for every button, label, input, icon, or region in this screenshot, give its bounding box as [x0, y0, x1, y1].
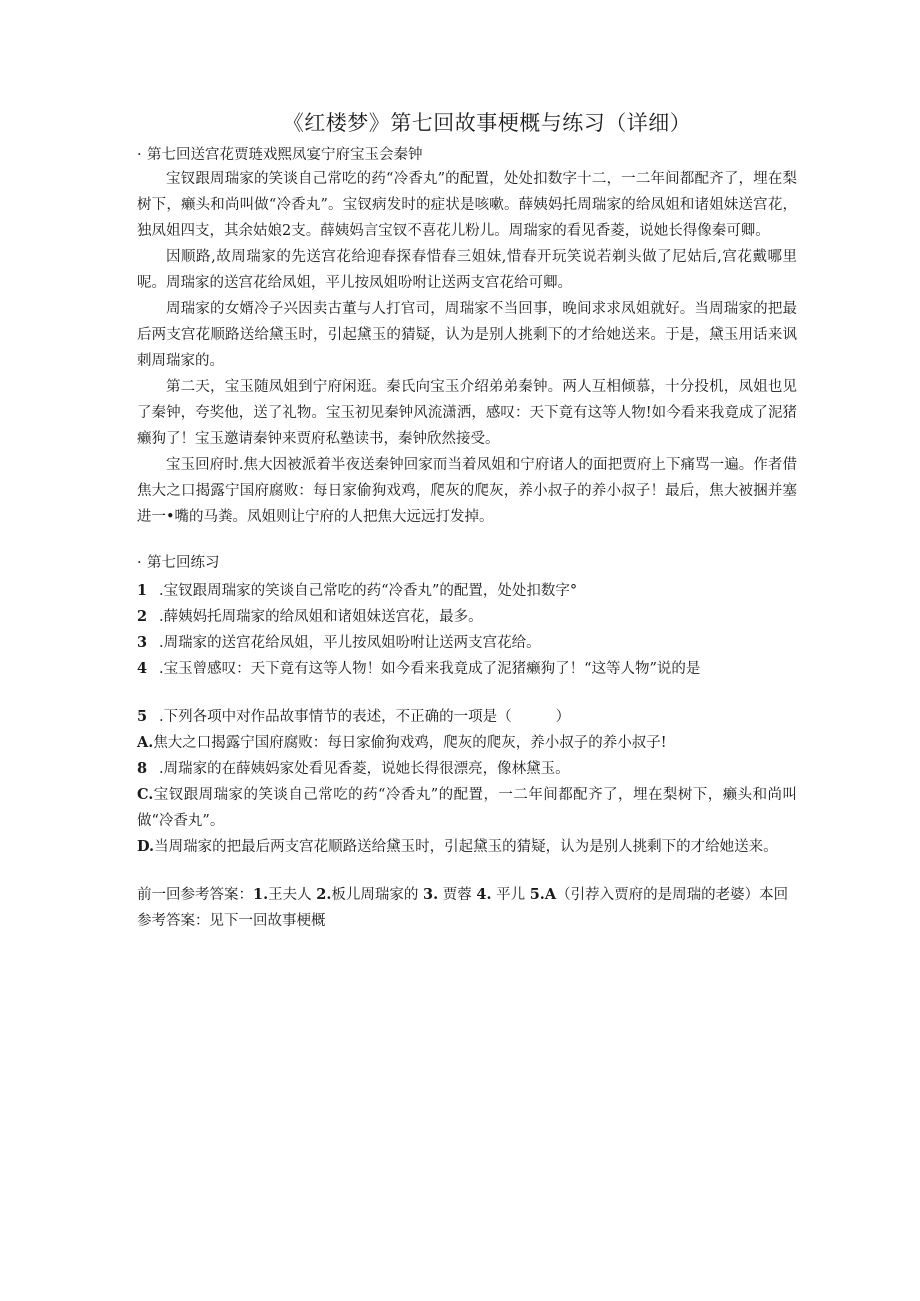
summary-paragraph: 因顺路,故周瑞家的先送宫花给迎春探春惜春三姐妹,惜春开玩笑说若剃头做了尼姑后,宫花戴哪里呢。周瑞家的送宫花给凤姐，平儿按凤姐吩咐让送两支宫花给可卿。: [137, 249, 797, 291]
summary-heading: [137, 144, 797, 166]
answer-text: 板儿周瑞家的: [331, 887, 419, 903]
question-number: 5: [137, 708, 148, 725]
option-text: .周瑞家的在薛姨妈家处看见香菱，说她长得很漂亮，像林黛玉。: [159, 761, 570, 777]
question-text: .周瑞家的送宫花给凤姐，平儿按凤姐吩咐让送两支宫花给。: [159, 635, 541, 651]
question-1: [137, 578, 797, 604]
document-page: [137, 108, 797, 934]
summary-paragraph: 周瑞家的女婿冷子兴因卖古董与人打官司，周瑞家不当回事，晚间求求凤姐就好。当周瑞家的把最后两支宫花顺路送给黛玉时，引起黛玉的猜疑，认为是别人挑剩下的才给她送来。于是，黛玉用话来讽刺周瑞家的。: [137, 301, 797, 369]
question-3: [137, 630, 797, 656]
question-stem: .下列各项中对作品故事情节的表述，不正确的一项是（: [159, 709, 512, 725]
option-label: 8: [137, 760, 148, 777]
question-4: [137, 656, 797, 682]
option-text: 宝钗跟周瑞家的笑谈自己常吃的药“冷香丸”的配置，一二年间都配齐了，埋在梨树下，癞头和尚叫做“冷香丸”。: [137, 787, 797, 829]
question-number: 1: [137, 582, 148, 599]
option-d: [137, 834, 797, 860]
spacer: [137, 860, 797, 882]
answer-number: 4.: [476, 886, 492, 903]
option-label: C.: [137, 786, 154, 803]
question-2: [137, 604, 797, 630]
answer-number: 3.: [423, 886, 439, 903]
question-5: [137, 704, 797, 730]
summary-paragraph: 第二天，宝玉随凤姐到宁府闲逛。秦氏向宝玉介绍弟弟秦钟。两人互相倾慕，十分投机，凤姐也见了秦钟，夸奖他，送了礼物。宝玉初见秦钟风流潇洒，感叹：天下竟有这等人物!如今看来我竟成了泥猪癞狗了！宝玉邀请秦钟来贾府私塾读书，秦钟欣然接受。: [137, 379, 797, 447]
option-text: 当周瑞家的把最后两支宫花顺路送给黛玉时，引起黛玉的猜疑，认为是别人挑剩下的才给她送来。: [154, 839, 778, 855]
option-label: D.: [137, 838, 155, 855]
option-c: [137, 782, 797, 834]
option-b: [137, 756, 797, 782]
question-number: 3: [137, 634, 148, 651]
answer-number: 1.: [253, 886, 269, 903]
bullet: ·: [137, 555, 142, 571]
option-label: A.: [137, 734, 154, 751]
summary-paragraph: 宝玉回府时.焦大因被派着半夜送秦钟回家而当着凤姐和宁府诸人的面把贾府上下痛骂一遍。作者借焦大之口揭露宁国府腐败：每日家偷狗戏鸡，爬灰的爬灰，养小叔子的养小叔子！最后，焦大被捆并塞进一•嘴的马粪。凤姐则让宁府的人把焦大远远打发掉。: [137, 457, 797, 525]
question-number: 2: [137, 608, 148, 625]
option-a: [137, 730, 797, 756]
answer-number: 5.A: [529, 886, 557, 903]
document-title: 《红楼梦》第七回故事梗概与练习（详细）: [282, 111, 692, 135]
question-text: .薛姨妈托周瑞家的给凤姐和诸姐妹送宫花，最多。: [159, 609, 483, 625]
question-number: 4: [137, 660, 148, 677]
summary-paragraph: 宝钗跟周瑞家的笑谈自己常吃的药“冷香丸”的配置，处处扣数字十二，一二年间都配齐了，埋在梨树下，癞头和尚叫做“冷香丸”。宝钗病发时的症状是咳嗽。薛姨妈托周瑞家的给凤姐和诸姐妹送宫花，独凤姐四支，其余姑娘2支。薛姨妈言宝钗不喜花儿粉儿。周瑞家的看见香菱，说她长得像秦可卿。: [137, 171, 797, 239]
question-text: .宝玉曾感叹：天下竟有这等人物！如今看来我竟成了泥猪癞狗了！“这等人物”说的是: [159, 661, 701, 677]
exercise-heading: [137, 552, 797, 574]
exercise-heading-text: 第七回练习: [147, 555, 220, 571]
question-text: .宝钗跟周瑞家的笑谈自己常吃的药“冷香丸”的配置，处处扣数字°: [159, 583, 578, 599]
reference-answers: [137, 882, 797, 934]
summary-heading-text: 第七回送宫花贾琏戏熙凤宴宁府宝玉会秦钟: [147, 147, 423, 163]
answer-text: 贾蓉: [442, 887, 472, 903]
answer-number: 2.: [316, 886, 332, 903]
spacer: [137, 682, 797, 704]
answer-text: 王夫人: [268, 887, 312, 903]
question-stem-end: ）: [555, 709, 571, 725]
option-text: 焦大之口揭露宁国府腐败：每日家偷狗戏鸡，爬灰的爬灰，养小叔子的养小叔子!: [153, 735, 667, 751]
bullet: ·: [137, 147, 142, 163]
answer-text: （引荐入贾府的是周瑞的老婆）本回参考答案：见下一回故事梗概: [137, 887, 789, 929]
answer-text: 平儿: [496, 887, 526, 903]
answers-prefix: 前一回参考答案：: [137, 887, 253, 903]
spacer: [137, 530, 797, 552]
